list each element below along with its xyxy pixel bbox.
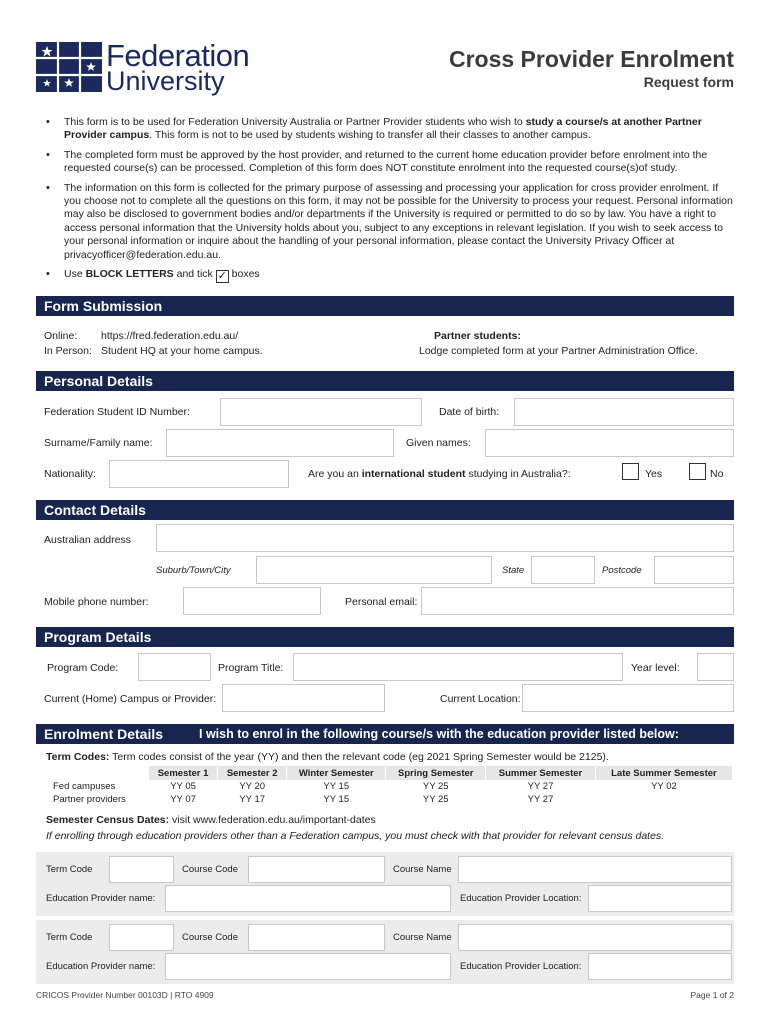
federation-university-logo [36,40,266,98]
table-cell: Partner providers [45,793,149,806]
student-id-field[interactable] [220,398,422,426]
suburb-label: Suburb/Town/City [156,565,231,576]
state-field[interactable] [531,556,595,584]
program-title-field[interactable] [293,653,623,681]
online-url-link[interactable]: https://fred.federation.edu.au/ [101,330,239,342]
student-id-label: Federation Student ID Number: [44,406,190,418]
surname-label: Surname/Family name: [44,437,153,449]
question-text: studying in Australia?: [465,468,571,480]
postcode-field[interactable] [654,556,734,584]
instruction-text: Use [64,268,86,281]
program-code-label: Program Code: [47,662,119,674]
table-cell: YY 27 [486,793,596,806]
program-title-label: Program Title: [218,662,284,674]
section-header-enrolment-details [36,724,734,744]
question-emphasis: international student [361,468,466,480]
table-header-row [45,766,733,780]
term-code-field[interactable] [109,856,174,883]
current-location-field[interactable] [522,684,734,712]
table-header-cell: Semester 2 [218,766,287,780]
logo-text-federation: Federation [106,38,250,73]
instruction-bullet: • The information on this form is collected for the primary purpose of assessing and processing your application for cross provider enrolment. If you choose not to complete all the questions on this form, it may not be possible for the University to process your request. Personal information may also be disclosed to government bodies and/or departments if the University is required or permitted to do so by law. You have a right to access personal information that the University holds about you, subject to any exceptions in relevant legislation. If you wish to seek access to your personal information or inquire about the handling of your personal information, please contact the University Privacy Officer at privacyofficer@federation.edu.au. [44,182,734,262]
table-row [45,793,733,806]
table-header-cell: Summer Semester [486,766,596,780]
question-text: Are you an [308,468,362,480]
in-person-label: In Person: [44,345,92,357]
mobile-field[interactable] [183,587,321,615]
nationality-field[interactable] [109,460,289,488]
online-label: Online: [44,330,78,342]
course-name-field[interactable] [458,924,732,951]
course-name-field[interactable] [458,856,732,883]
southern-cross-flag-icon [36,42,102,92]
instruction-bullet [44,268,734,283]
course-code-field[interactable] [248,924,385,951]
section-header-program-details: Program Details [36,627,734,647]
provider-location-field[interactable] [588,953,732,980]
yes-label: Yes [645,468,663,480]
section-header-personal-details: Personal Details [36,371,734,391]
table-cell: YY 27 [486,780,596,793]
provider-name-label: Education Provider name: [46,893,156,904]
instruction-bullet [44,116,734,143]
census-dates-warning: If enrolling through education providers other than a Federation campus, you must check with that provider for relevant census dates. [46,830,665,842]
state-label: State [502,565,525,576]
footer-page-number: Page 1 of 2 [690,990,734,1000]
international-no-checkbox[interactable] [689,463,706,480]
logo-text-university: University [106,66,225,96]
personal-email-field[interactable] [421,587,734,615]
form-subtitle: Request form [643,74,734,90]
term-codes-text: Term codes consist of the year (YY) and then the relevant code (eg 2021 Spring Semester would be 2125). [109,751,609,763]
year-level-label: Year level: [631,662,680,674]
home-campus-label: Current (Home) Campus or Provider: [44,693,217,705]
section-header-form-submission: Form Submission [36,296,734,316]
provider-name-label: Education Provider name: [46,961,156,972]
section-header-contact-details: Contact Details [36,500,734,520]
term-code-field[interactable] [109,924,174,951]
table-cell: YY 17 [218,793,287,806]
instruction-text: boxes [228,268,260,281]
table-row [45,780,733,793]
in-person-value: Student HQ at your home campus. [101,345,263,357]
mobile-label: Mobile phone number: [44,596,149,608]
table-cell: YY 25 [386,780,486,793]
given-names-field[interactable] [485,429,734,457]
term-codes-heading: Term Codes: [46,751,110,763]
instruction-bullet: • The completed form must be approved by the host provider, and returned to the current home education provider before enrolment into the requested course(s) can be processed. Completion of this form does NOT constitute enrolment into the requested course(s)of study. [44,149,734,176]
instruction-text: . This form is not to be used by students wishing to transfer all their classes to another campus. [149,129,591,142]
dob-field[interactable] [514,398,734,426]
census-dates-note [46,814,376,826]
provider-location-field[interactable] [588,885,732,912]
australian-address-field[interactable] [156,524,734,552]
term-codes-note [46,751,609,763]
table-cell: YY 05 [149,780,218,793]
table-cell [595,793,732,806]
postcode-label: Postcode [602,565,642,576]
dob-label: Date of birth: [439,406,500,418]
table-header-cell: Late Summer Semester [595,766,732,780]
home-campus-field[interactable] [222,684,385,712]
international-student-question [308,468,571,480]
suburb-field[interactable] [256,556,492,584]
course-code-label: Course Code [182,864,238,875]
term-code-label: Term Code [46,864,93,875]
table-cell: Fed campuses [45,780,149,793]
no-label: No [710,468,724,480]
nationality-label: Nationality: [44,468,96,480]
census-dates-text: visit www.federation.edu.au/important-dates [169,814,376,826]
table-cell: YY 25 [386,793,486,806]
table-cell: YY 02 [595,780,732,793]
table-header-cell: Spring Semester [386,766,486,780]
provider-name-field[interactable] [165,953,451,980]
partner-students-heading: Partner students: [434,330,521,342]
course-code-label: Course Code [182,932,238,943]
current-location-label: Current Location: [440,693,521,705]
course-entry-2 [36,920,734,984]
provider-location-label: Education Provider Location: [460,893,582,904]
census-dates-heading: Semester Census Dates: [46,814,170,826]
year-level-field[interactable] [697,653,734,681]
table-header-cell: Winter Semester [287,766,386,780]
partner-students-text: Lodge completed form at your Partner Administration Office. [419,345,698,357]
instruction-emphasis: BLOCK LETTERS [85,268,174,281]
form-title: Cross Provider Enrolment [448,46,734,72]
personal-email-label: Personal email: [345,596,418,608]
international-yes-checkbox[interactable] [622,463,639,480]
term-code-label: Term Code [46,932,93,943]
table-header-cell: Semester 1 [149,766,218,780]
course-name-label: Course Name [393,932,452,943]
instruction-text: This form is to be used for Federation University Australia or Partner Provider students who wish to [64,116,526,128]
table-cell: YY 07 [149,793,218,806]
table-header-cell [45,766,149,780]
instruction-emphasis: study a course/s at another Partner Provider campus [64,116,702,142]
table-cell: YY 20 [218,780,287,793]
intro-instructions [44,116,734,289]
provider-name-field[interactable] [165,885,451,912]
australian-address-label: Australian address [44,534,131,546]
tick-icon: ✓ [217,270,227,283]
course-name-label: Course Name [393,864,452,875]
enrolment-heading: Enrolment Details [44,726,164,742]
table-cell: YY 15 [287,780,386,793]
course-entry-1 [36,852,734,916]
surname-field[interactable] [166,429,394,457]
footer-cricos: CRICOS Provider Number 00103D | RTO 4909 [36,990,214,1000]
provider-location-label: Education Provider Location: [460,961,582,972]
term-codes-table [44,766,732,806]
instruction-text: and tick [173,268,216,281]
enrolment-heading-instruction: I wish to enrol in the following course/s with the education provider listed below: [199,727,679,741]
course-code-field[interactable] [248,856,385,883]
program-code-field[interactable] [138,653,211,681]
given-names-label: Given names: [406,437,471,449]
table-cell: YY 15 [287,793,386,806]
